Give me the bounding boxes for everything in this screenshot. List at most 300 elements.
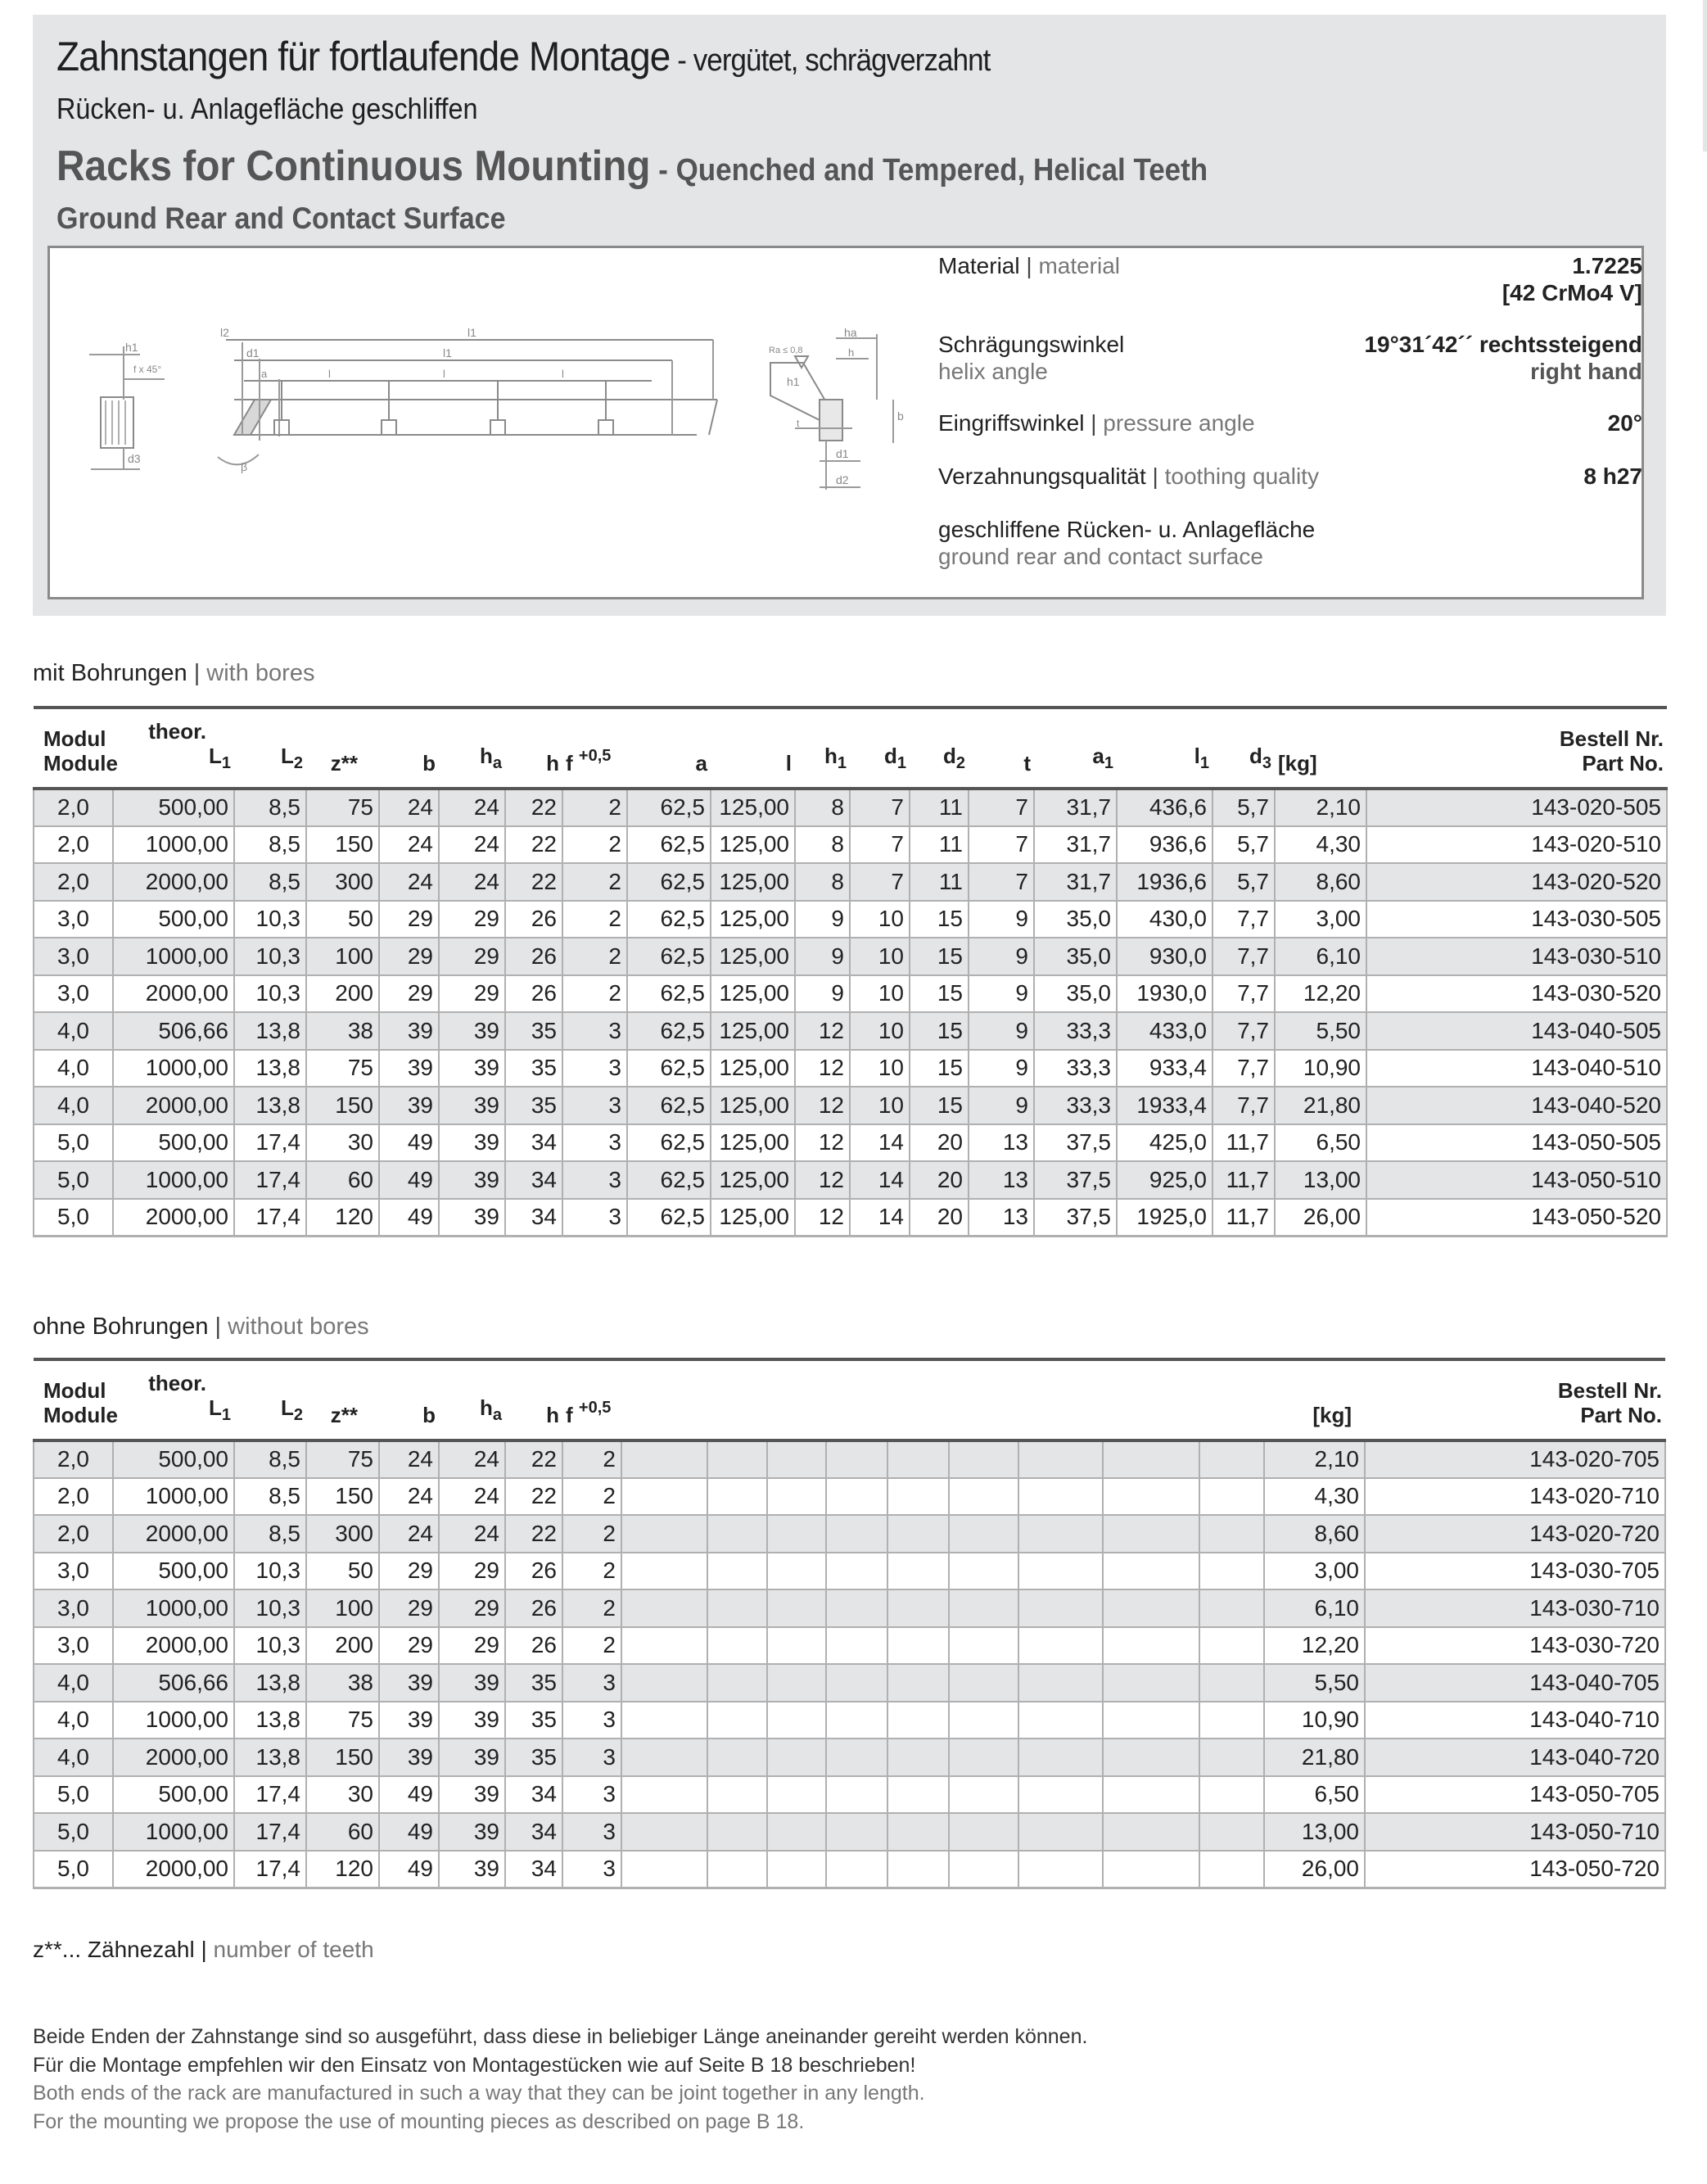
table-cell: 9 <box>795 901 850 938</box>
table-cell <box>826 1664 887 1702</box>
table-cell: 39 <box>439 1776 505 1814</box>
section-title-without-bores: ohne Bohrungen | without bores <box>33 1314 369 1340</box>
table-cell: 425,0 <box>1117 1124 1213 1162</box>
table-cell: 1000,00 <box>113 1161 234 1199</box>
table-cell: 26 <box>505 901 562 938</box>
table-cell: 39 <box>379 1012 439 1050</box>
table-cell: 143-050-505 <box>1366 1124 1667 1162</box>
table-cell: 3 <box>562 1087 627 1124</box>
table-cell: 8,5 <box>234 789 306 826</box>
table-cell: 1000,00 <box>113 1478 234 1516</box>
svg-text:b: b <box>897 409 904 423</box>
table-cell: 10 <box>850 901 910 938</box>
table-cell <box>949 1440 1018 1478</box>
table-cell: 200 <box>306 975 379 1013</box>
svg-text:h: h <box>848 346 855 359</box>
table-cell: 39 <box>439 1851 505 1888</box>
table-cell: 35,0 <box>1034 901 1117 938</box>
table-cell <box>767 1664 826 1702</box>
col-l1-bore: $l_1$ <box>1117 708 1213 789</box>
table-row <box>34 1199 1667 1237</box>
table-cell: 3,0 <box>34 938 113 975</box>
table-cell: 12 <box>795 1050 850 1087</box>
table-cell: 9 <box>969 1087 1034 1124</box>
table-cell <box>826 1702 887 1739</box>
table-cell: 17,4 <box>234 1124 306 1162</box>
table-cell: 433,0 <box>1117 1012 1213 1050</box>
table-cell: 9 <box>969 1050 1034 1087</box>
table-cell <box>1018 1851 1103 1888</box>
table-cell: 2,0 <box>34 1515 113 1553</box>
table-cell: 37,5 <box>1034 1199 1117 1237</box>
table-cell: 49 <box>379 1776 439 1814</box>
table-cell: 500,00 <box>113 1553 234 1590</box>
table-cell <box>1199 1851 1264 1888</box>
table-cell: 35 <box>505 1050 562 1087</box>
table-cell: 34 <box>505 1851 562 1888</box>
table-cell: 12 <box>795 1087 850 1124</box>
table-cell <box>826 1440 887 1478</box>
table-row <box>34 1589 1665 1627</box>
table-cell: 6,50 <box>1275 1124 1366 1162</box>
col-z: z** <box>306 708 379 789</box>
table-cell: 39 <box>439 1702 505 1739</box>
table-cell: 75 <box>306 789 379 826</box>
col-kg: [kg] <box>1264 1359 1365 1440</box>
table-row <box>34 1776 1665 1814</box>
col-f: f $^{+0,5}$ <box>562 1359 621 1440</box>
table-cell: 143-040-705 <box>1365 1664 1665 1702</box>
table-row <box>34 1050 1667 1087</box>
table-cell: 5,50 <box>1275 1012 1366 1050</box>
table-cell <box>1103 1664 1199 1702</box>
spec-value: 20° <box>1607 410 1642 436</box>
table-cell <box>707 1627 767 1665</box>
table-cell: 5,7 <box>1213 826 1275 864</box>
table-cell: 500,00 <box>113 1124 234 1162</box>
table-cell: 2,0 <box>34 789 113 826</box>
table-cell: 500,00 <box>113 789 234 826</box>
table-cell <box>707 1440 767 1478</box>
table-row <box>34 1124 1667 1162</box>
table-cell: 7 <box>969 863 1034 901</box>
spec-label-en: ground rear and contact surface <box>938 544 1263 569</box>
table-cell: 2 <box>562 863 627 901</box>
table-cell: 17,4 <box>234 1813 306 1851</box>
svg-text:f x 45°: f x 45° <box>133 364 162 375</box>
table-cell: 4,0 <box>34 1702 113 1739</box>
note-en-2: For the mounting we propose the use of mounting pieces as described on page B 18. <box>33 2109 805 2133</box>
col-kg: [kg] <box>1275 708 1366 789</box>
table-cell: 7 <box>850 826 910 864</box>
table-cell: 11 <box>910 789 969 826</box>
table-cell <box>767 1851 826 1888</box>
table-cell: 2000,00 <box>113 975 234 1013</box>
table-cell: 21,80 <box>1264 1739 1365 1776</box>
table-cell: 13,8 <box>234 1664 306 1702</box>
table-cell: 13 <box>969 1124 1034 1162</box>
table-cell: 39 <box>439 1012 505 1050</box>
table-cell: 4,0 <box>34 1012 113 1050</box>
table-cell: 22 <box>505 789 562 826</box>
table-cell: 33,3 <box>1034 1050 1117 1087</box>
table-cell: 62,5 <box>627 863 711 901</box>
table-cell: 11 <box>910 826 969 864</box>
table-cell <box>1018 1627 1103 1665</box>
table-cell: 3,00 <box>1275 901 1366 938</box>
spec-value-secondary: [42 CrMo4 V] <box>1502 280 1642 305</box>
table-cell: 49 <box>379 1199 439 1237</box>
table-cell: 37,5 <box>1034 1161 1117 1199</box>
table-cell: 31,7 <box>1034 826 1117 864</box>
table-cell: 14 <box>850 1199 910 1237</box>
table-cell <box>887 1702 949 1739</box>
table-cell: 5,0 <box>34 1851 113 1888</box>
table-cell: 20 <box>910 1124 969 1162</box>
table-cell <box>949 1478 1018 1516</box>
table-cell: 2 <box>562 826 627 864</box>
table-cell: 35 <box>505 1664 562 1702</box>
table-cell: 2000,00 <box>113 1515 234 1553</box>
table-cell: 9 <box>969 938 1034 975</box>
table-cell <box>1018 1440 1103 1478</box>
table-row <box>34 938 1667 975</box>
table-row <box>34 1813 1665 1851</box>
table-cell <box>1199 1776 1264 1814</box>
table-cell <box>1018 1589 1103 1627</box>
svg-text:ha: ha <box>844 326 857 339</box>
col-ha: $h_a$ <box>439 1359 505 1440</box>
table-cell: 26 <box>505 1589 562 1627</box>
table-cell: 3,0 <box>34 1553 113 1590</box>
table-cell: 49 <box>379 1813 439 1851</box>
table-cell: 3 <box>562 1702 621 1739</box>
table-cell: 1000,00 <box>113 826 234 864</box>
table-cell <box>1199 1702 1264 1739</box>
table-cell: 15 <box>910 1087 969 1124</box>
table-cell <box>887 1851 949 1888</box>
table-cell: 24 <box>379 789 439 826</box>
table-cell: 7,7 <box>1213 975 1275 1013</box>
table-cell: 13,8 <box>234 1050 306 1087</box>
table-cell: 8 <box>795 863 850 901</box>
col-f: f $^{+0,5}$ <box>562 708 627 789</box>
table-cell: 8,60 <box>1264 1515 1365 1553</box>
table-cell <box>949 1776 1018 1814</box>
table-cell: 4,30 <box>1275 826 1366 864</box>
table-cell: 2,0 <box>34 1440 113 1478</box>
table-cell <box>767 1627 826 1665</box>
table-cell: 4,0 <box>34 1664 113 1702</box>
table-cell <box>1199 1739 1264 1776</box>
table-cell: 2 <box>562 1478 621 1516</box>
table-cell <box>887 1776 949 1814</box>
table-cell: 29 <box>379 1589 439 1627</box>
table-cell: 14 <box>850 1124 910 1162</box>
table-cell <box>949 1664 1018 1702</box>
table-cell: 9 <box>795 938 850 975</box>
table-cell: 17,4 <box>234 1776 306 1814</box>
col-t: t <box>969 708 1034 789</box>
table-cell: 3,0 <box>34 1589 113 1627</box>
table-cell: 12 <box>795 1199 850 1237</box>
table-cell: 10,3 <box>234 975 306 1013</box>
table-cell <box>949 1553 1018 1590</box>
table-cell: 2000,00 <box>113 1087 234 1124</box>
table-cell: 1933,4 <box>1117 1087 1213 1124</box>
table-cell: 26 <box>505 938 562 975</box>
table-cell: 15 <box>910 1012 969 1050</box>
table-cell: 936,6 <box>1117 826 1213 864</box>
table-cell <box>826 1627 887 1665</box>
table-cell: 2,0 <box>34 1478 113 1516</box>
table-cell: 11,7 <box>1213 1124 1275 1162</box>
col-module: Modul Module <box>34 708 113 789</box>
table-cell: 31,7 <box>1034 789 1117 826</box>
table-cell: 17,4 <box>234 1199 306 1237</box>
table-cell: 4,0 <box>34 1739 113 1776</box>
col-z: z** <box>306 1359 379 1440</box>
table-cell: 150 <box>306 1087 379 1124</box>
table-header-row <box>34 708 1667 789</box>
table-cell: 930,0 <box>1117 938 1213 975</box>
table-cell: 500,00 <box>113 901 234 938</box>
table-cell <box>707 1739 767 1776</box>
table-cell: 34 <box>505 1199 562 1237</box>
table-cell: 62,5 <box>627 1087 711 1124</box>
table-cell: 39 <box>379 1702 439 1739</box>
table-cell <box>1018 1702 1103 1739</box>
title-de: Zahnstangen für fortlaufende Montage - vergütet, schrägverzahnt <box>56 34 991 79</box>
table-cell: 15 <box>910 975 969 1013</box>
table-cell <box>1103 1776 1199 1814</box>
table-cell: 62,5 <box>627 1161 711 1199</box>
table-cell: 39 <box>439 1161 505 1199</box>
table-row <box>34 1161 1667 1199</box>
rack-technical-drawing <box>83 297 934 543</box>
table-cell: 20 <box>910 1161 969 1199</box>
table-cell <box>1199 1478 1264 1516</box>
col-d3: $d_3$ <box>1213 708 1275 789</box>
table-cell <box>621 1589 707 1627</box>
table-cell <box>707 1851 767 1888</box>
table-cell <box>1199 1813 1264 1851</box>
svg-text:Ra ≤ 0,8: Ra ≤ 0,8 <box>769 346 803 355</box>
table-cell: 34 <box>505 1813 562 1851</box>
table-cell: 39 <box>379 1087 439 1124</box>
table-without-bores <box>33 1358 1666 1889</box>
table-cell: 20 <box>910 1199 969 1237</box>
table-cell: 10 <box>850 1087 910 1124</box>
table-cell: 436,6 <box>1117 789 1213 826</box>
table-cell: 8,5 <box>234 826 306 864</box>
table-cell: 143-050-520 <box>1366 1199 1667 1237</box>
table-cell: 2,0 <box>34 863 113 901</box>
table-with-bores <box>33 706 1668 1237</box>
table-cell: 143-030-520 <box>1366 975 1667 1013</box>
table-cell: 2 <box>562 1589 621 1627</box>
table-cell: 7,7 <box>1213 938 1275 975</box>
table-cell <box>707 1702 767 1739</box>
table-header-row <box>34 1359 1665 1440</box>
table-cell: 11 <box>910 863 969 901</box>
table-cell: 143-040-505 <box>1366 1012 1667 1050</box>
table-cell: 26 <box>505 975 562 1013</box>
table-cell <box>707 1813 767 1851</box>
table-cell: 143-020-705 <box>1365 1440 1665 1478</box>
table-cell: 29 <box>439 1553 505 1590</box>
table-cell: 2 <box>562 901 627 938</box>
subtitle-en: Ground Rear and Contact Surface <box>56 201 506 235</box>
table-cell: 4,0 <box>34 1050 113 1087</box>
table-cell: 12,20 <box>1264 1627 1365 1665</box>
table-cell: 31,7 <box>1034 863 1117 901</box>
table-cell: 5,0 <box>34 1776 113 1814</box>
table-cell: 7 <box>969 789 1034 826</box>
rack-side-view-drawing <box>218 326 717 473</box>
table-cell: 10,3 <box>234 1627 306 1665</box>
table-cell <box>1199 1627 1264 1665</box>
table-cell <box>1018 1478 1103 1516</box>
table-cell <box>621 1515 707 1553</box>
table-cell <box>1103 1851 1199 1888</box>
table-row <box>34 1553 1665 1590</box>
table-cell <box>621 1739 707 1776</box>
table-cell: 10,3 <box>234 901 306 938</box>
table-cell: 3 <box>562 1851 621 1888</box>
table-cell <box>1103 1702 1199 1739</box>
table-cell: 125,00 <box>711 1050 795 1087</box>
table-cell: 62,5 <box>627 938 711 975</box>
svg-text:h1: h1 <box>125 341 138 354</box>
col-h: h <box>505 1359 562 1440</box>
table-cell: 39 <box>379 1739 439 1776</box>
col-b: b <box>379 1359 439 1440</box>
table-cell <box>887 1553 949 1590</box>
table-cell <box>1103 1739 1199 1776</box>
table-cell: 29 <box>379 901 439 938</box>
table-cell: 29 <box>439 1589 505 1627</box>
table-cell <box>767 1515 826 1553</box>
table-cell: 38 <box>306 1012 379 1050</box>
table-cell: 125,00 <box>711 1012 795 1050</box>
table-cell: 7 <box>969 826 1034 864</box>
table-cell: 62,5 <box>627 789 711 826</box>
table-cell: 10,3 <box>234 1589 306 1627</box>
table-cell <box>1103 1478 1199 1516</box>
table-cell: 2 <box>562 1627 621 1665</box>
table-cell: 125,00 <box>711 1161 795 1199</box>
table-cell <box>1103 1515 1199 1553</box>
table-cell: 13,8 <box>234 1739 306 1776</box>
table-cell: 62,5 <box>627 826 711 864</box>
table-cell: 11,7 <box>1213 1161 1275 1199</box>
table-cell <box>707 1515 767 1553</box>
spec-label: Eingriffswinkel | pressure angle <box>938 410 1255 436</box>
table-cell: 24 <box>439 1478 505 1516</box>
table-cell: 143-020-710 <box>1365 1478 1665 1516</box>
table-cell: 29 <box>379 1553 439 1590</box>
table-cell: 143-040-510 <box>1366 1050 1667 1087</box>
table-cell: 10 <box>850 975 910 1013</box>
table-cell: 33,3 <box>1034 1012 1117 1050</box>
svg-text:l1: l1 <box>467 326 476 339</box>
table-cell <box>887 1627 949 1665</box>
table-cell: 3,0 <box>34 1627 113 1665</box>
table-cell: 3 <box>562 1161 627 1199</box>
table-cell <box>1199 1440 1264 1478</box>
table-cell: 120 <box>306 1199 379 1237</box>
table-cell: 3 <box>562 1124 627 1162</box>
table-cell: 26,00 <box>1264 1851 1365 1888</box>
table-cell: 143-040-520 <box>1366 1087 1667 1124</box>
section-title-with-bores: mit Bohrungen | with bores <box>33 660 315 686</box>
table-cell: 2,10 <box>1275 789 1366 826</box>
spec-label: Verzahnungsqualität | toothing quality <box>938 463 1319 489</box>
table-cell: 39 <box>439 1813 505 1851</box>
table-cell <box>767 1478 826 1516</box>
table-cell: 39 <box>379 1050 439 1087</box>
table-cell: 143-050-510 <box>1366 1161 1667 1199</box>
table-row <box>34 1627 1665 1665</box>
svg-text:a: a <box>261 368 268 380</box>
table-cell <box>826 1813 887 1851</box>
table-cell <box>1018 1813 1103 1851</box>
table-cell <box>949 1813 1018 1851</box>
table-cell: 21,80 <box>1275 1087 1366 1124</box>
table-cell: 8,60 <box>1275 863 1366 901</box>
table-cell: 39 <box>439 1199 505 1237</box>
table-cell <box>1103 1553 1199 1590</box>
table-cell: 500,00 <box>113 1776 234 1814</box>
table-cell: 26 <box>505 1627 562 1665</box>
table-cell: 14 <box>850 1161 910 1199</box>
col-part-no: Bestell Nr. Part No. <box>1365 1359 1665 1440</box>
table-cell: 1000,00 <box>113 1589 234 1627</box>
table-body <box>34 789 1667 1236</box>
table-cell: 150 <box>306 1478 379 1516</box>
col-b: b <box>379 708 439 789</box>
table-cell: 24 <box>379 1478 439 1516</box>
table-cell: 2 <box>562 938 627 975</box>
table-cell: 60 <box>306 1161 379 1199</box>
mounting-notes <box>33 2023 1087 2136</box>
table-cell: 2000,00 <box>113 1851 234 1888</box>
table-cell: 7,7 <box>1213 901 1275 938</box>
table-cell: 62,5 <box>627 975 711 1013</box>
table-cell: 6,50 <box>1264 1776 1365 1814</box>
col-l1: theor. $L_1$ <box>113 1359 234 1440</box>
table-cell <box>1018 1553 1103 1590</box>
table-cell <box>621 1776 707 1814</box>
col-d1: $d_1$ <box>850 708 910 789</box>
table-cell <box>621 1553 707 1590</box>
table-cell: 15 <box>910 901 969 938</box>
table-cell: 35 <box>505 1702 562 1739</box>
table-cell <box>826 1553 887 1590</box>
table-cell: 9 <box>969 901 1034 938</box>
table-cell: 5,7 <box>1213 863 1275 901</box>
table-cell <box>949 1702 1018 1739</box>
table-cell: 12,20 <box>1275 975 1366 1013</box>
table-cell: 29 <box>379 938 439 975</box>
col-l1: theor. $L_1$ <box>113 708 234 789</box>
table-cell: 49 <box>379 1124 439 1162</box>
table-cell: 925,0 <box>1117 1161 1213 1199</box>
note-de-1: Beide Enden der Zahnstange sind so ausgeführt, dass diese in beliebiger Länge aneinander gereiht werden können. <box>33 2025 1088 2048</box>
table-cell: 29 <box>439 938 505 975</box>
table-cell: 100 <box>306 1589 379 1627</box>
